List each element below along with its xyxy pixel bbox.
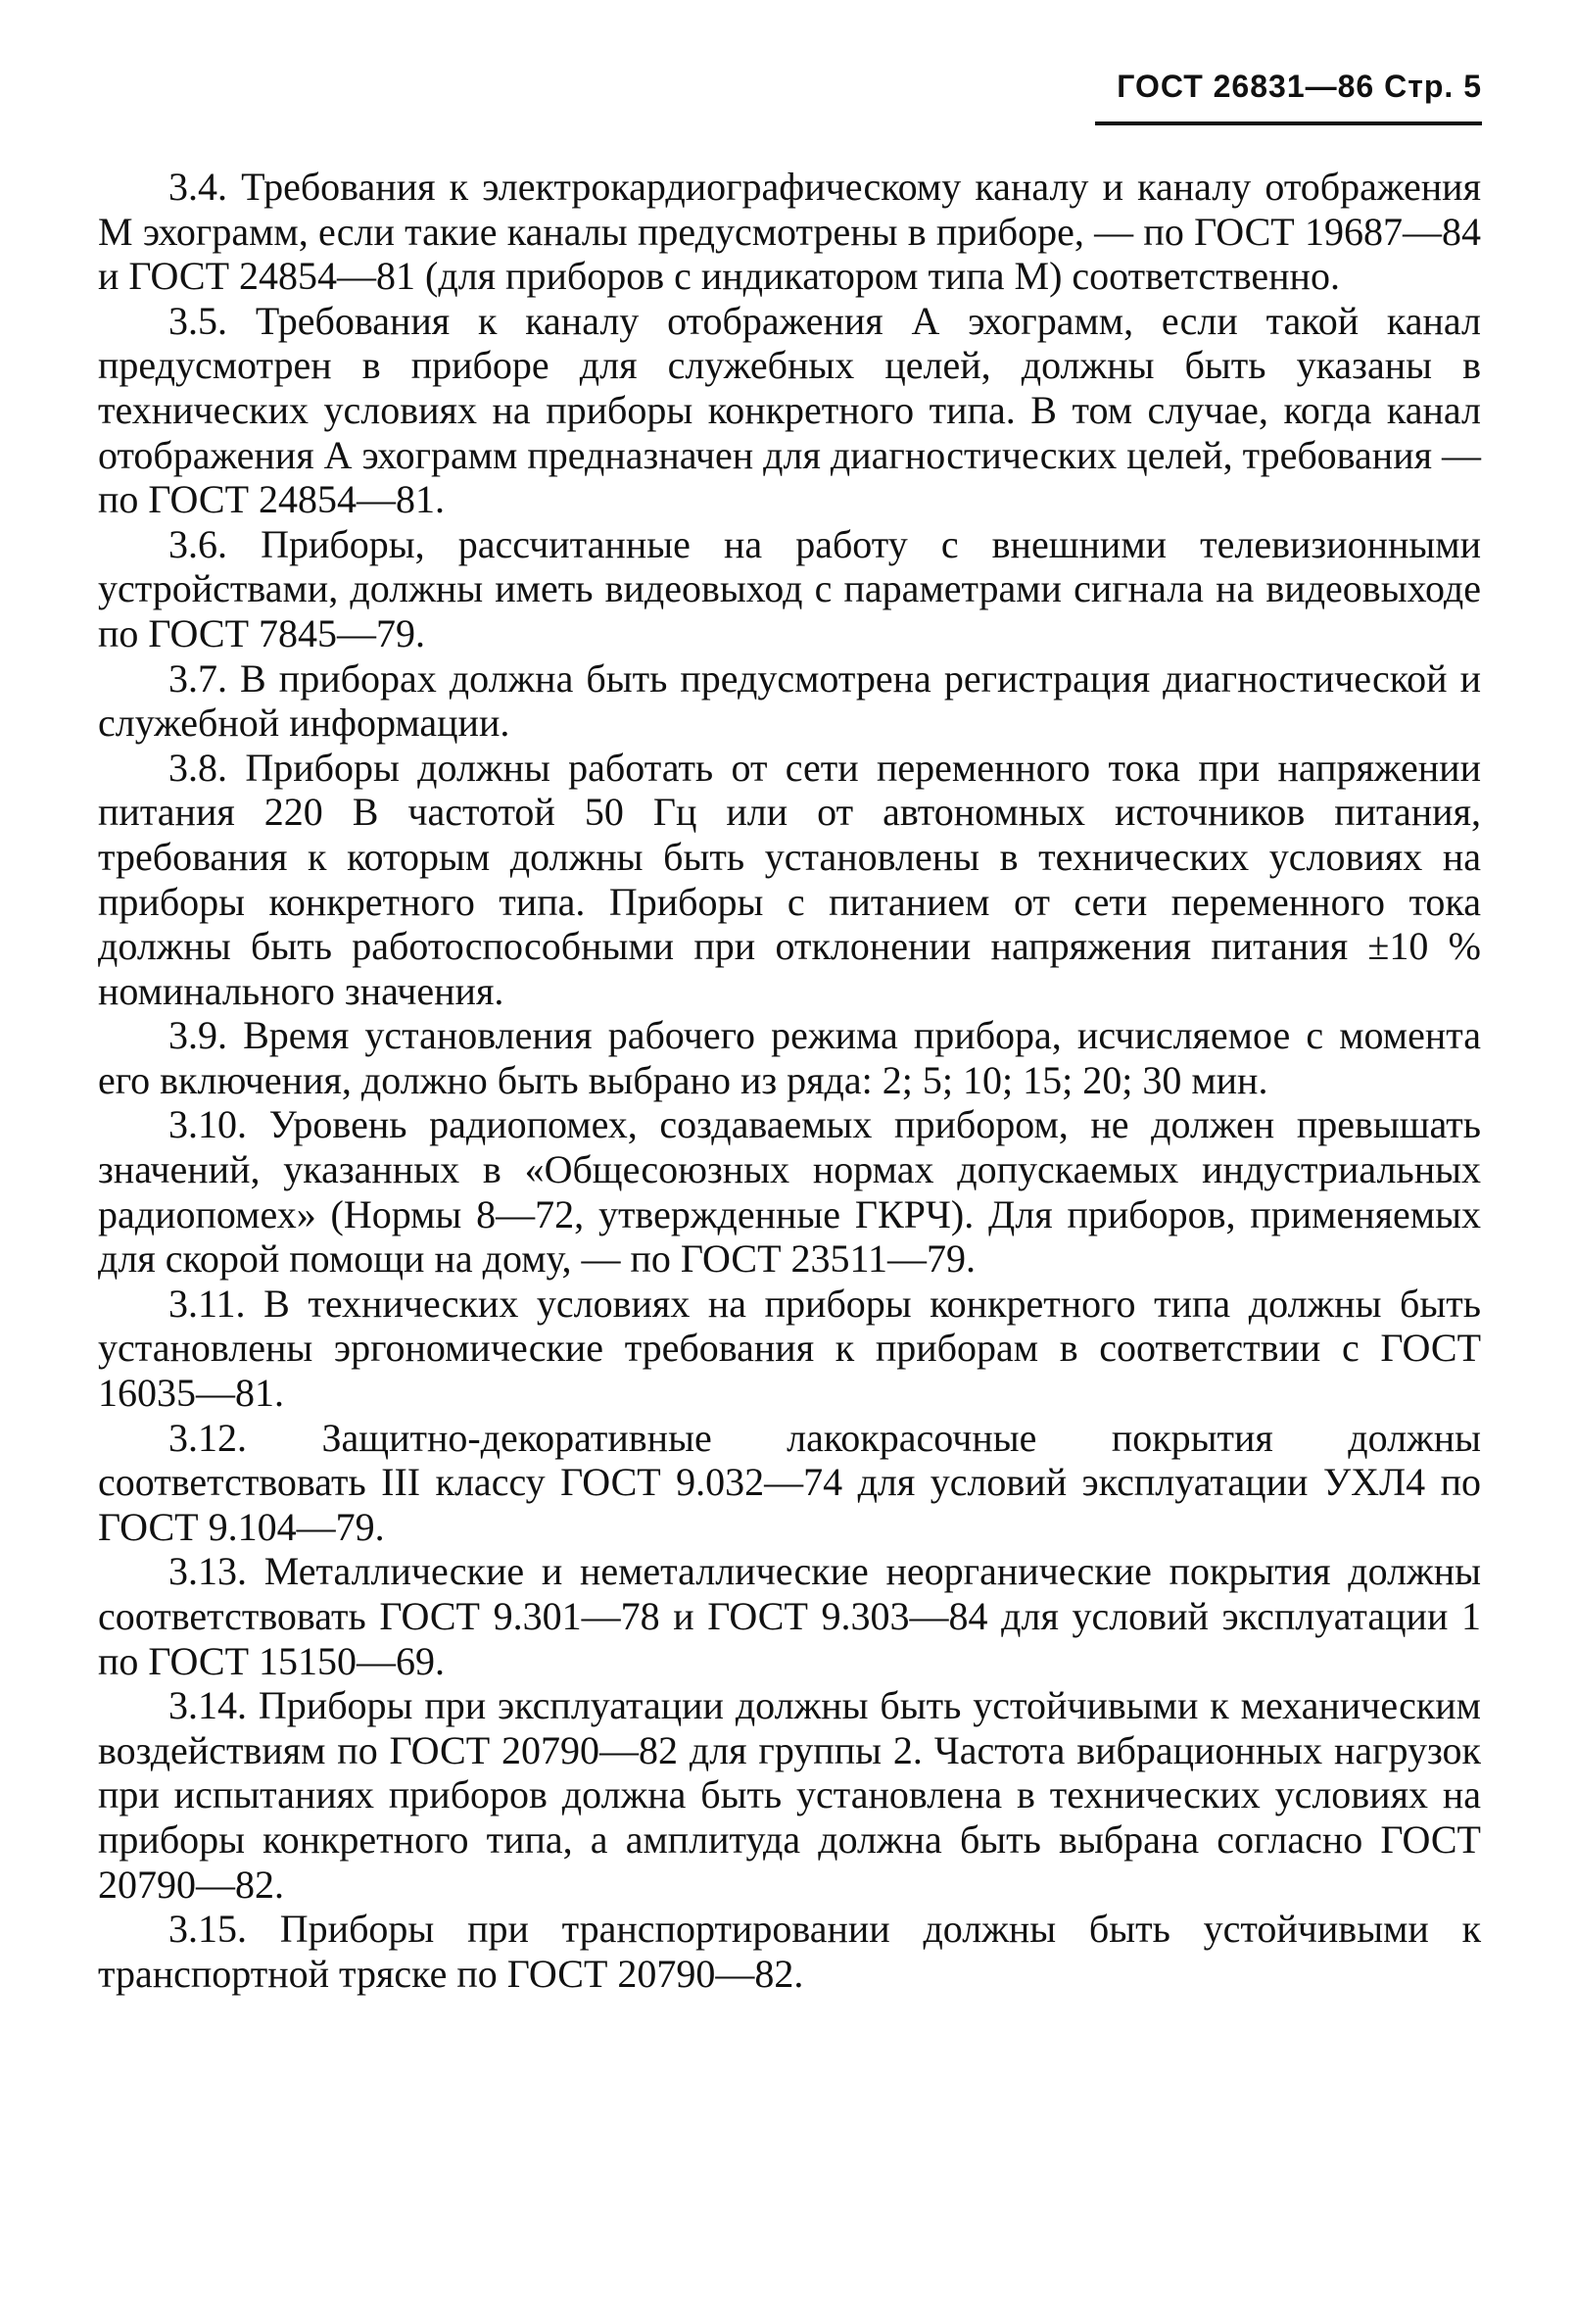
clause-3-14: 3.14. Приборы при эксплуатации должны быть устойчивыми к механическим воздействиям по ГОСТ 20790—82 для группы 2. Частота вибрационных нагрузок при испытаниях приборов должна быть установлена в технических условиях на приборы конкретного типа, а амплитуда должна быть выбрана согласно ГОСТ 20790—82. bbox=[98, 1683, 1481, 1907]
clause-3-4: 3.4. Требования к электрокардиографическому каналу и каналу отображения М эхограмм, если такие каналы предусмотрены в приборе, — по ГОСТ 19687—84 и ГОСТ 24854—81 (для приборов с индикатором типа М) соответственно. bbox=[98, 165, 1481, 299]
clause-3-15: 3.15. Приборы при транспортировании должны быть устойчивыми к транспортной тряске по ГОСТ 20790—82. bbox=[98, 1907, 1481, 1996]
clause-3-7: 3.7. В приборах должна быть предусмотрена регистрация диагностической и служебной информации. bbox=[98, 655, 1481, 746]
clause-3-10: 3.10. Уровень радиопомех, создаваемых прибором, не должен превышать значений, указанных в «Общесоюзных нормах допускаемых индустриальных радиопомех» (Нормы 8—72, утвержденные ГКРЧ). Для приборов, применяемых для скорой помощи на дому, — по ГОСТ 23511—79. bbox=[98, 1102, 1481, 1282]
body-text bbox=[98, 165, 1481, 1996]
running-head: ГОСТ 26831—86 Стр. 5 bbox=[1117, 69, 1482, 104]
header-rule bbox=[1095, 121, 1482, 125]
clause-3-6: 3.6. Приборы, рассчитанные на работу с внешними телевизионными устройствами, должны иметь видеовыход с параметрами сигнала на видеовыходе по ГОСТ 7845—79. bbox=[98, 521, 1481, 655]
clause-3-13: 3.13. Металлические и неметаллические неорганические покрытия должны соответствовать ГОСТ 9.301—78 и ГОСТ 9.303—84 для условий эксплуатации 1 по ГОСТ 15150—69. bbox=[98, 1549, 1481, 1683]
clause-3-5: 3.5. Требования к каналу отображения А эхограмм, если такой канал предусмотрен в приборе для служебных целей, должны быть указаны в технических условиях на приборы конкретного типа. В том случае, когда канал отображения А эхограмм предназначен для диагностических целей, требования — по ГОСТ 24854—81. bbox=[98, 298, 1481, 522]
clause-3-9: 3.9. Время установления рабочего режима прибора, исчисляемое с момента его включения, должно быть выбрано из ряда: 2; 5; 10; 15; 20; 30 мин. bbox=[98, 1013, 1481, 1102]
clause-3-12: 3.12. Защитно-декоративные лакокрасочные покрытия должны соответствовать III классу ГОСТ 9.032—74 для условий эксплуатации УХЛ4 по ГОСТ 9.104—79. bbox=[98, 1415, 1481, 1549]
clause-3-8: 3.8. Приборы должны работать от сети переменного тока при напряжении питания 220 В частотой 50 Гц или от автономных источников питания, требования к которым должны быть установлены в технических условиях на приборы конкретного типа. Приборы с питанием от сети переменного тока должны быть работоспособными при отклонении напряжения питания ±10 % номинального значения. bbox=[98, 745, 1481, 1013]
clause-3-11: 3.11. В технических условиях на приборы конкретного типа должны быть установлены эргономические требования к приборам в соответствии с ГОСТ 16035—81. bbox=[98, 1281, 1481, 1416]
